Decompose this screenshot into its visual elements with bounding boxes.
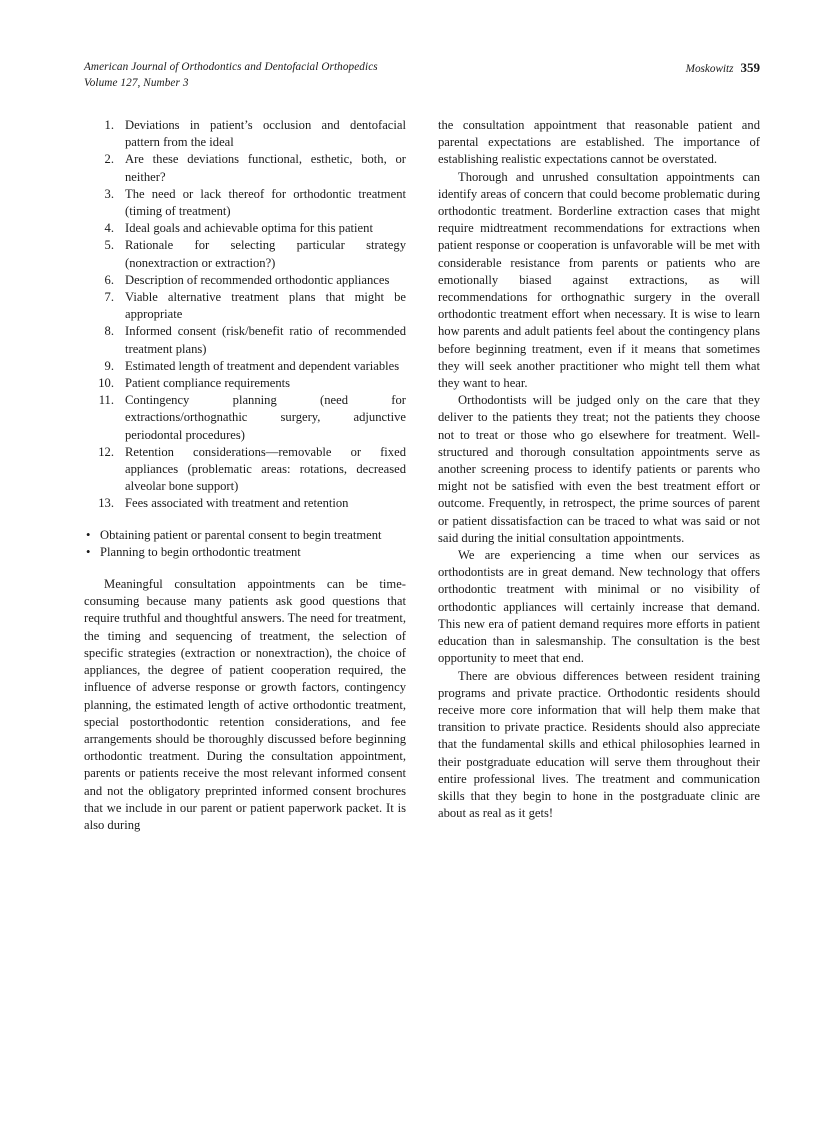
list-marker: 13. — [98, 496, 114, 511]
list-marker: 8. — [104, 324, 114, 339]
author-name: Moskowitz — [685, 63, 734, 75]
list-item — [84, 220, 406, 237]
consent-bullet-list — [84, 527, 406, 561]
list-marker: 10. — [98, 376, 114, 391]
body-paragraph: There are obvious differences between resident training programs and private practice. Orthodontic residents should receive more core information that will help them make that transition to private practice. Residents should also appreciate that the fundamental skills and ethical philosophies learned in their postgraduate education will serve them throughout their entire professional lives. The treatment and communication skills that they begin to hone in the postgraduate clinic are about as real as it gets! — [438, 668, 760, 821]
list-item — [84, 186, 406, 220]
body-columns — [84, 117, 760, 834]
list-item-text: Are these deviations functional, esthetic, both, or neither? — [125, 152, 406, 184]
spacer — [84, 561, 406, 576]
list-item-text: Deviations in patient’s occlusion and dentofacial pattern from the ideal — [125, 118, 406, 150]
body-paragraph: Meaningful consultation appointments can be time-consuming because many patients ask good questions that require truthful and thoughtful answers. The need for treatment, the timing and sequencing of treatment, the selection of specific strategies (extraction or nonextraction), the choice of appliances, the degree of patient cooperation required, the influence of adverse response or growth factors, contingency planning, the estimated length of active orthodontic treatment, special postorthodontic retention considerations, and fee arrangements should be thoroughly discussed before beginning orthodontic treatment. During the consultation appointment, parents or patients receive the most relevant informed consent and not the obligatory preprinted informed consent brochures that we include in our parent or patient paperwork packet. It is also during — [84, 577, 406, 832]
list-item-text: Patient compliance requirements — [125, 376, 291, 391]
list-item-text: Description of recommended orthodontic appliances — [125, 272, 390, 287]
list-marker: 11. — [98, 393, 114, 408]
body-paragraph: We are experiencing a time when our services as orthodontists are in great demand. New technology that offers orthodontic treatment with minimal or no visibility of orthodontic appliances will certainly increase that demand. This new era of patient demand requires more efforts in patient education than in salesmanship. The consultation is the best opportunity to meet that end. — [438, 548, 760, 666]
list-item-text: Viable alternative treatment plans that might be appropriate — [125, 290, 406, 322]
list-item — [84, 392, 406, 444]
volume-issue: Volume 127, Number 3 — [84, 76, 189, 89]
list-item-text: Fees associated with treatment and retention — [125, 496, 349, 511]
list-item-text: Estimated length of treatment and dependent variables — [125, 358, 400, 373]
list-item-text: Rationale for selecting particular strategy (nonextraction or extraction?) — [125, 238, 406, 270]
list-item — [86, 527, 406, 544]
list-marker: 4. — [104, 221, 114, 236]
list-item — [84, 375, 406, 392]
running-head — [84, 60, 760, 91]
list-item — [84, 358, 406, 375]
list-marker: 6. — [104, 272, 114, 287]
bullet-icon: • — [86, 544, 91, 559]
page-number: 359 — [740, 60, 760, 75]
running-head-left — [84, 60, 378, 91]
list-item — [84, 151, 406, 185]
list-item — [84, 272, 406, 289]
list-marker: 3. — [104, 186, 114, 201]
body-paragraph: Thorough and unrushed consultation appointments can identify areas of concern that could become problematic during orthodontic treatment. Borderline extraction cases that might require midtreatment recommendations for extractions when patient response or cooperation is unfavorable will be met with considerable resistance from parents or patients who are emotionally biased against extractions, as will recommendations for orthognathic surgery in the overall orthodontic treatment effort when necessary. It is wise to learn how parents and adult patients feel about the contingency plans before beginning treatment, even if it means that sometimes they will seek another practitioner who might tell them what they want to hear. — [438, 169, 760, 391]
list-marker: 2. — [104, 152, 114, 167]
list-item — [84, 323, 406, 357]
list-marker: 1. — [104, 118, 114, 132]
list-marker: 9. — [104, 358, 114, 373]
list-item — [86, 544, 406, 561]
list-item-text: Retention considerations—removable or fixed appliances (problematic areas: rotations, decreased alveolar bone support) — [125, 444, 406, 494]
left-column — [84, 117, 406, 834]
list-item-text: Obtaining patient or parental consent to begin treatment — [100, 527, 382, 542]
list-marker: 12. — [98, 444, 114, 459]
list-marker: 5. — [104, 238, 114, 253]
list-item — [84, 237, 406, 271]
journal-title: American Journal of Orthodontics and Dentofacial Orthopedics — [84, 61, 378, 73]
list-item — [84, 289, 406, 323]
list-item-text: Informed consent (risk/benefit ratio of recommended treatment plans) — [125, 324, 406, 356]
list-item-text: Contingency planning (need for extractions/orthognathic surgery, adjunctive periodontal procedures) — [125, 393, 406, 442]
list-marker: 7. — [104, 290, 114, 305]
list-item — [84, 495, 406, 512]
body-paragraph: Orthodontists will be judged only on the care that they deliver to the patients they treat; not the patients they choose not to treat or those who go elsewhere for treatment. Well-structured and thorough consultation appointments serve as another screening process to identify patients or parents who might not be satisfied with even the best treatment effort or outcome. Frequently, in retrospect, the prime sources of parent or patient dissatisfaction can be traced to what was said or not said during the initial consultation appointments. — [438, 393, 760, 545]
running-head-right — [686, 60, 760, 78]
right-column — [438, 117, 760, 834]
list-item-text: Ideal goals and achievable optima for this patient — [125, 221, 373, 236]
bullet-icon: • — [86, 527, 91, 542]
list-item-text: The need or lack thereof for orthodontic treatment (timing of treatment) — [125, 186, 406, 219]
list-item-text: Planning to begin orthodontic treatment — [100, 544, 301, 559]
body-paragraph-continued: the consultation appointment that reasonable patient and parental expectations are established. The importance of establishing realistic expectations cannot be overstated. — [438, 118, 760, 167]
consultation-checklist — [84, 117, 406, 513]
list-item — [84, 117, 406, 151]
list-item — [84, 444, 406, 496]
